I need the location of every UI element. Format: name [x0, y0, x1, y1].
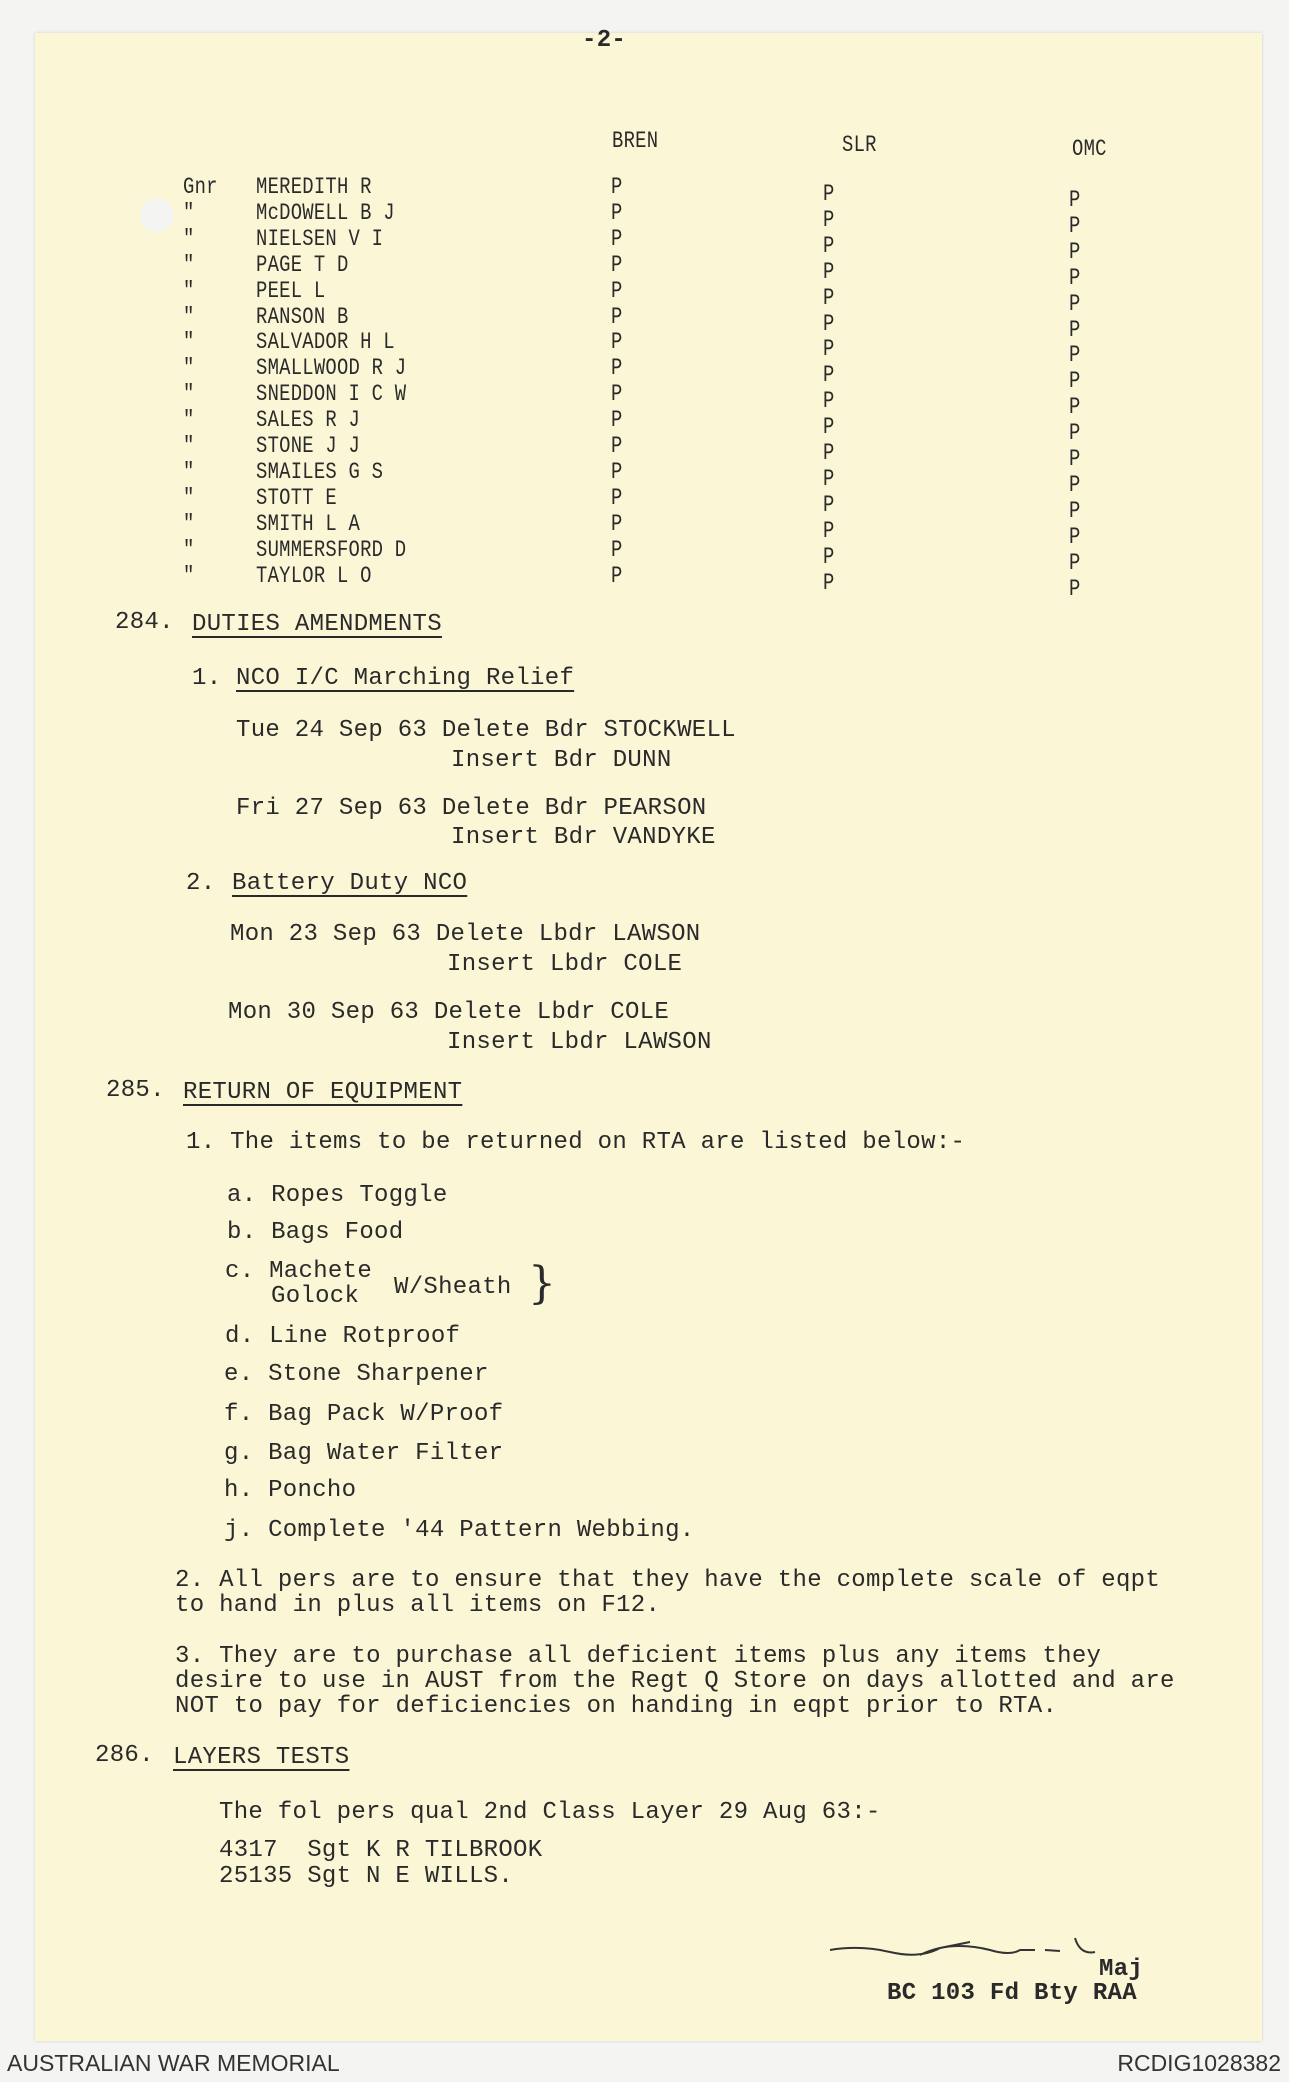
bren-cell: P — [611, 174, 623, 200]
slr-cell: P — [823, 517, 835, 544]
equipment-item: W/Sheath — [394, 1274, 512, 1301]
equipment-item: h. Poncho — [224, 1477, 357, 1504]
equipment-item: d. Line Rotproof — [225, 1323, 461, 1350]
name-cell: SALVADOR H L — [256, 329, 395, 356]
bren-cell: P — [611, 329, 623, 356]
rank-cell: " — [183, 562, 195, 589]
name-cell: SMAILES G S — [256, 458, 384, 485]
handwritten-signature — [820, 1920, 1110, 1970]
bren-cell: P — [611, 433, 623, 459]
name-cell: SUMMERSFORD D — [256, 536, 407, 563]
rank-cell: " — [183, 277, 195, 304]
bren-cell: P — [611, 510, 623, 537]
name-cell: TAYLOR L O — [256, 562, 372, 589]
bren-cell: P — [611, 381, 623, 408]
name-cell: PEEL L — [256, 277, 326, 304]
amendment-line: Tue 24 Sep 63 Delete Bdr STOCKWELL — [236, 717, 736, 744]
rank-cell: " — [183, 381, 195, 408]
name-cell: NIELSEN V I — [256, 225, 384, 252]
bren-cell: P — [611, 536, 623, 563]
slr-cell: P — [823, 569, 835, 596]
rank-cell: " — [183, 303, 195, 330]
equipment-item: g. Bag Water Filter — [224, 1440, 504, 1467]
equipment-item: Golock — [271, 1283, 360, 1310]
layer-person: 4317 Sgt K R TILBROOK — [219, 1837, 543, 1864]
slr-cell: P — [823, 362, 835, 389]
omc-cell: P — [1069, 316, 1081, 343]
name-cell: SMITH L A — [256, 510, 361, 537]
omc-cell: P — [1069, 394, 1081, 421]
sub1-title: NCO I/C Marching Relief — [236, 665, 575, 692]
signature-block: BC 103 Fd Bty RAA — [887, 1980, 1137, 2007]
amendment-line: Fri 27 Sep 63 Delete Bdr PEARSON — [236, 795, 707, 822]
bren-cell: P — [611, 225, 623, 252]
omc-cell: P — [1069, 368, 1081, 395]
signature-rank: Maj — [1099, 1956, 1144, 1983]
layer-person: 25135 Sgt N E WILLS. — [219, 1863, 514, 1890]
rank-cell: " — [183, 251, 195, 278]
bren-cell: P — [611, 355, 623, 382]
omc-cell: P — [1069, 290, 1081, 317]
bren-cell: P — [611, 277, 623, 304]
rank-cell: " — [183, 355, 195, 382]
equipment-item: a. Ropes Toggle — [227, 1182, 448, 1209]
amendment-line: Insert Lbdr COLE — [447, 951, 683, 978]
omc-cell: P — [1069, 212, 1081, 239]
slr-cell: P — [823, 543, 835, 570]
rank-cell: " — [183, 407, 195, 434]
paragraph-3-line: 3. They are to purchase all deficient items plus any items they — [175, 1643, 1102, 1670]
omc-cell: P — [1069, 497, 1081, 524]
bren-cell: P — [611, 251, 623, 278]
sub1-number: 1. — [192, 665, 222, 692]
section-284-number: 284. — [115, 609, 174, 636]
page-number: -2- — [582, 27, 627, 54]
amendment-line: Mon 23 Sep 63 Delete Lbdr LAWSON — [230, 921, 701, 948]
omc-cell: P — [1069, 420, 1081, 447]
rank-cell: " — [183, 199, 195, 226]
slr-cell: P — [823, 206, 835, 233]
header-omc: OMC — [1072, 136, 1107, 162]
rank-cell: " — [183, 329, 195, 356]
bren-cell: P — [611, 562, 623, 589]
name-cell: MEREDITH R — [256, 174, 372, 200]
rank-cell: " — [183, 433, 195, 459]
slr-cell: P — [823, 258, 835, 285]
name-cell: McDOWELL B J — [256, 199, 395, 226]
header-slr: SLR — [842, 132, 877, 158]
slr-cell: P — [823, 232, 835, 259]
equipment-item: c. Machete — [225, 1258, 373, 1285]
section-284-title: DUTIES AMENDMENTS — [192, 611, 442, 638]
omc-cell: P — [1069, 238, 1081, 265]
rank-cell: " — [183, 484, 195, 511]
slr-cell: P — [823, 388, 835, 415]
omc-cell: P — [1069, 549, 1081, 576]
name-cell: PAGE T D — [256, 251, 349, 278]
slr-cell: P — [823, 414, 835, 441]
omc-cell: P — [1069, 446, 1081, 472]
rank-cell: Gnr — [183, 174, 218, 200]
brace-mark: } — [528, 1258, 556, 1309]
equipment-item: f. Bag Pack W/Proof — [224, 1401, 504, 1428]
name-cell: STONE J J — [256, 433, 361, 459]
name-cell: RANSON B — [256, 303, 349, 330]
name-cell: SALES R J — [256, 407, 361, 434]
amendment-line: Insert Bdr VANDYKE — [451, 824, 716, 851]
equipment-item: j. Complete '44 Pattern Webbing. — [224, 1517, 695, 1544]
equipment-intro: 1. The items to be returned on RTA are listed below:- — [186, 1129, 966, 1156]
footer-id: RCDIG1028382 — [1117, 2050, 1281, 2076]
rank-cell: " — [183, 225, 195, 252]
amendment-line: Mon 30 Sep 63 Delete Lbdr COLE — [228, 999, 670, 1026]
rank-cell: " — [183, 510, 195, 537]
paragraph-2-line: to hand in plus all items on F12. — [175, 1592, 661, 1619]
section-286-number: 286. — [95, 1742, 154, 1769]
bren-cell: P — [611, 484, 623, 511]
slr-cell: P — [823, 284, 835, 311]
footer-source: AUSTRALIAN WAR MEMORIAL — [7, 2050, 340, 2076]
sub2-title: Battery Duty NCO — [232, 870, 468, 897]
name-cell: SMALLWOOD R J — [256, 355, 407, 382]
rank-cell: " — [183, 536, 195, 563]
header-bren: BREN — [612, 128, 659, 154]
omc-cell: P — [1069, 575, 1081, 602]
omc-cell: P — [1069, 342, 1081, 369]
omc-cell: P — [1069, 264, 1081, 291]
slr-cell: P — [823, 181, 835, 207]
section-285-number: 285. — [106, 1077, 165, 1104]
bren-cell: P — [611, 303, 623, 330]
omc-cell: P — [1069, 471, 1081, 498]
name-cell: STOTT E — [256, 484, 337, 511]
paragraph-3-line: desire to use in AUST from the Regt Q Store on days allotted and are — [175, 1668, 1175, 1695]
slr-cell: P — [823, 465, 835, 492]
paragraph-3-line: NOT to pay for deficiencies on handing in eqpt prior to RTA. — [175, 1693, 1058, 1720]
equipment-item: b. Bags Food — [227, 1219, 404, 1246]
omc-cell: P — [1069, 523, 1081, 550]
omc-cell: P — [1069, 187, 1081, 213]
equipment-item: e. Stone Sharpener — [224, 1361, 489, 1388]
section-286-title: LAYERS TESTS — [173, 1744, 350, 1771]
layers-intro: The fol pers qual 2nd Class Layer 29 Aug 63:- — [219, 1799, 881, 1826]
paragraph-2-line: 2. All pers are to ensure that they have the complete scale of eqpt — [175, 1567, 1161, 1594]
slr-cell: P — [823, 310, 835, 337]
bren-cell: P — [611, 458, 623, 485]
sub2-number: 2. — [186, 870, 216, 897]
slr-cell: P — [823, 491, 835, 518]
amendment-line: Insert Lbdr LAWSON — [447, 1029, 712, 1056]
bren-cell: P — [611, 407, 623, 434]
section-285-title: RETURN OF EQUIPMENT — [183, 1079, 463, 1106]
amendment-line: Insert Bdr DUNN — [451, 747, 672, 774]
name-cell: SNEDDON I C W — [256, 381, 407, 408]
slr-cell: P — [823, 336, 835, 363]
slr-cell: P — [823, 440, 835, 466]
rank-cell: " — [183, 458, 195, 485]
punch-hole — [140, 198, 174, 232]
bren-cell: P — [611, 199, 623, 226]
